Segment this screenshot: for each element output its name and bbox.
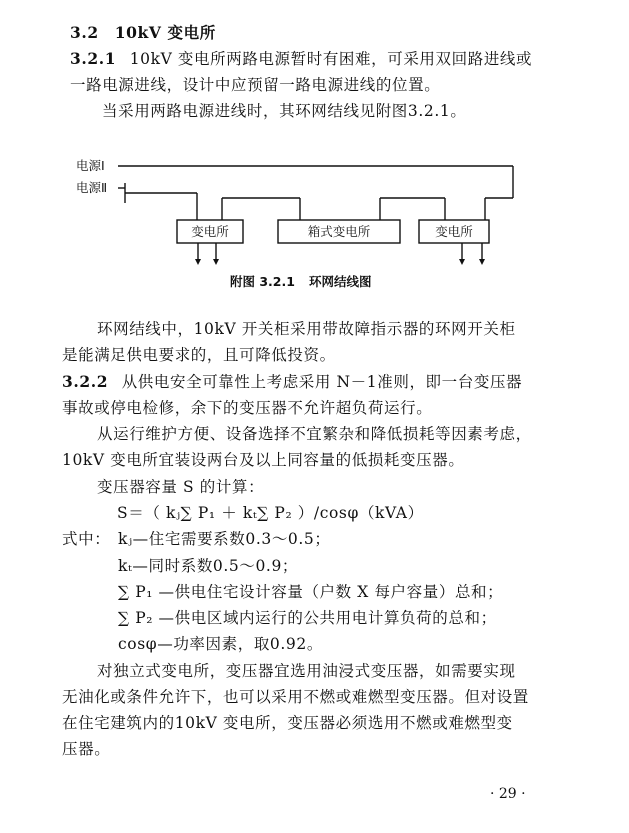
box-left-label: 变电所: [191, 224, 229, 239]
box-right-label: 变电所: [435, 224, 473, 239]
section-title: 10kV 变电所: [114, 23, 216, 42]
clause-3-2-2-para3-line3: 在住宅建筑内的10kV 变电所，变压器必须选用不燃或难燃型变: [62, 714, 513, 732]
definition-kt: kₜ—同时系数0.5～0.9；: [118, 557, 299, 575]
figure-caption: [230, 274, 371, 290]
source1-label: 电源Ⅰ: [76, 158, 105, 173]
clause-3-2-2-para2-line1: 从运行维护方便、设备选择不宜繁杂和降低损耗等因素考虑，: [97, 425, 532, 443]
definition-p2: ∑ P₂ —供电区域内运行的公共用电计算负荷的总和；: [118, 609, 497, 627]
clause-3-2-2-para3-line2: 无油化或条件允许下，也可以采用不燃或难燃型变压器。但对设置: [62, 688, 529, 706]
clause-3-2-2-para2-line2: 10kV 变电所宜装设两台及以上同容量的低损耗变压器。: [62, 451, 465, 469]
definition-kj: kⱼ—住宅需要系数0.3～0.5；: [118, 530, 331, 548]
clause-text: 从供电安全可靠性上考虑采用 N－1准则，即一台变压器: [121, 373, 523, 391]
page-number: · 29 ·: [490, 786, 526, 802]
source2-label: 电源Ⅱ: [76, 180, 108, 195]
box-middle-label: 箱式变电所: [307, 224, 371, 239]
ring-paragraph-line2: 是能满足供电要求的，且可降低投资。: [62, 346, 336, 364]
section-number: 3.2: [70, 23, 99, 42]
clause-3-2-1-line3: 当采用两路电源进线时，其环网结线见附图3.2.1。: [102, 102, 467, 120]
arrow-down-icon: [213, 259, 219, 265]
clause-3-2-2-para3-line4: 压器。: [62, 740, 111, 758]
arrow-down-icon: [195, 259, 201, 265]
clause-3-2-2-line2: 事故或停电检修，余下的变压器不允许超负荷运行。: [62, 399, 433, 417]
figure-number: 附图 3.2.1: [230, 274, 295, 289]
ring-network-diagram: [0, 0, 629, 300]
figure-title: 环网结线图: [308, 274, 372, 289]
where-label: 式中：: [62, 530, 111, 548]
clause-3-2-2-line1: [62, 371, 522, 393]
calc-intro: 变压器容量 S 的计算：: [97, 478, 265, 496]
clause-text: 10kV 变电所两路电源暂时有困难，可采用双回路进线或: [129, 50, 533, 68]
formula: S＝（ kⱼ∑ P₁ ＋ kₜ∑ P₂ ）/cosφ（kVA）: [117, 504, 424, 522]
arrow-down-icon: [479, 259, 485, 265]
definition-cos: cosφ—功率因素，取0.92。: [118, 635, 323, 653]
arrow-down-icon: [459, 259, 465, 265]
clause-number: 3.2.1: [70, 49, 117, 68]
ring-paragraph-line1: 环网结线中，10kV 开关柜采用带故障指示器的环网开关柜: [97, 320, 516, 338]
clause-3-2-2-para3-line1: 对独立式变电所，变压器宜选用油浸式变压器，如需要实现: [97, 662, 516, 680]
clause-3-2-1-line2: 一路电源进线，设计中应预留一路电源进线的位置。: [70, 76, 441, 94]
clause-number: 3.2.2: [62, 372, 109, 391]
definition-p1: ∑ P₁ —供电住宅设计容量（户数 X 每户容量）总和；: [118, 583, 504, 601]
